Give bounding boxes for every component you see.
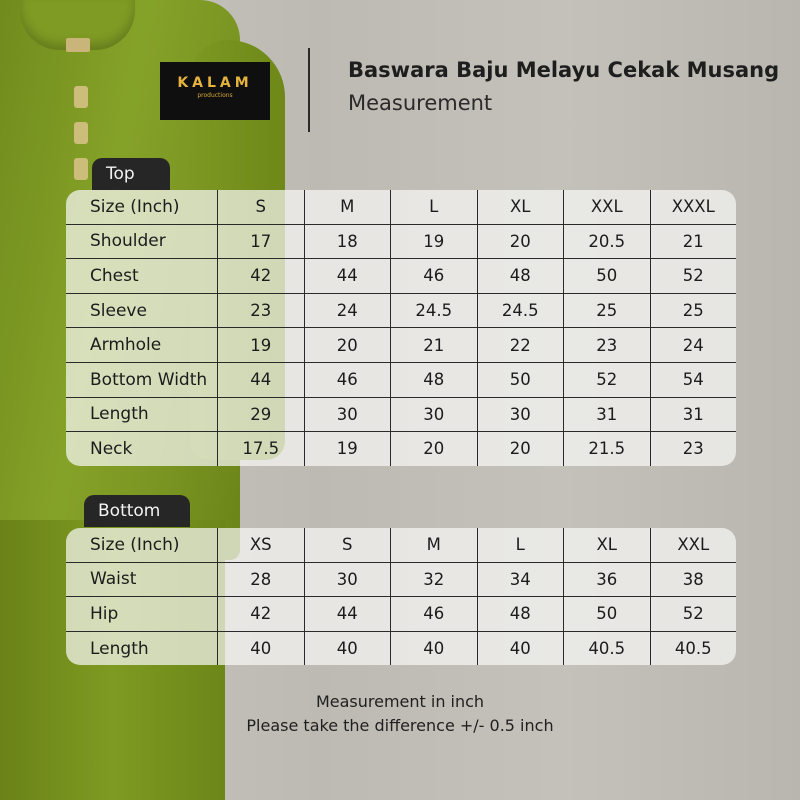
table-cell: 36	[563, 563, 650, 597]
column-header-size: Size (Inch)	[90, 534, 180, 555]
column-header-size-value: L	[477, 528, 564, 562]
table-cell: 30	[304, 563, 391, 597]
table-cell: 19	[390, 225, 477, 259]
table-cell: 44	[304, 597, 391, 631]
table-cell: 40.5	[650, 632, 737, 666]
table-cell: 24.5	[477, 294, 564, 328]
table-cell: 40.5	[563, 632, 650, 666]
table-cell: 20	[390, 432, 477, 466]
measurement-notes	[0, 690, 800, 738]
table-cell: 40	[390, 632, 477, 666]
garment-button	[74, 86, 88, 108]
table-cell: 52	[563, 363, 650, 397]
table-cell: 23	[563, 328, 650, 362]
row-label: Chest	[90, 265, 139, 286]
section-tab-top: Top	[92, 158, 170, 190]
garment-button	[74, 158, 88, 180]
table-row	[66, 431, 736, 466]
brand-logo	[160, 62, 270, 120]
column-header-size-value: XS	[217, 528, 304, 562]
column-header-size-value: M	[390, 528, 477, 562]
table-cell: 50	[477, 363, 564, 397]
table-cell: 22	[477, 328, 564, 362]
table-row	[66, 397, 736, 432]
table-row	[66, 327, 736, 362]
table-cell: 32	[390, 563, 477, 597]
row-label: Bottom Width	[90, 369, 208, 390]
table-cell: 30	[477, 398, 564, 432]
column-header-size-value: XXL	[563, 190, 650, 224]
table-cell: 24.5	[390, 294, 477, 328]
row-label: Length	[90, 638, 149, 659]
table-cell: 21.5	[563, 432, 650, 466]
column-header-size-value: S	[304, 528, 391, 562]
table-cell: 31	[650, 398, 737, 432]
table-cell: 17.5	[217, 432, 304, 466]
table-cell: 40	[217, 632, 304, 666]
table-cell: 44	[217, 363, 304, 397]
table-cell: 17	[217, 225, 304, 259]
table-cell: 46	[390, 597, 477, 631]
table-cell: 40	[304, 632, 391, 666]
column-header-size-value: XL	[563, 528, 650, 562]
garment-button	[74, 122, 88, 144]
table-cell: 48	[477, 597, 564, 631]
table-row	[66, 596, 736, 631]
column-header-size-value: XXXL	[650, 190, 737, 224]
table-row	[66, 362, 736, 397]
header-divider	[308, 48, 310, 132]
table-cell: 30	[304, 398, 391, 432]
table-cell: 19	[217, 328, 304, 362]
table-cell: 34	[477, 563, 564, 597]
table-row	[66, 293, 736, 328]
table-cell: 24	[304, 294, 391, 328]
table-cell: 52	[650, 597, 737, 631]
table-header-row	[66, 528, 736, 562]
table-cell: 50	[563, 597, 650, 631]
table-cell: 46	[304, 363, 391, 397]
table-cell: 19	[304, 432, 391, 466]
note-tolerance: Please take the difference +/- 0.5 inch	[246, 716, 554, 735]
page-title: Baswara Baju Melayu Cekak Musang	[348, 58, 780, 82]
bottom-size-table	[66, 528, 736, 665]
table-cell: 42	[217, 597, 304, 631]
row-label: Armhole	[90, 335, 162, 356]
table-cell: 21	[650, 225, 737, 259]
column-header-size-value: XXL	[650, 528, 737, 562]
row-label: Hip	[90, 603, 119, 624]
table-cell: 31	[563, 398, 650, 432]
table-cell: 48	[477, 259, 564, 293]
table-cell: 54	[650, 363, 737, 397]
table-cell: 44	[304, 259, 391, 293]
table-cell: 40	[477, 632, 564, 666]
table-row	[66, 224, 736, 259]
table-cell: 25	[563, 294, 650, 328]
collar-clasp	[66, 38, 90, 52]
table-cell: 28	[217, 563, 304, 597]
table-row	[66, 631, 736, 666]
table-cell: 25	[650, 294, 737, 328]
table-cell: 24	[650, 328, 737, 362]
table-cell: 20	[477, 225, 564, 259]
column-header-size: Size (Inch)	[90, 196, 180, 217]
table-row	[66, 258, 736, 293]
section-tab-bottom: Bottom	[84, 495, 190, 527]
table-cell: 23	[650, 432, 737, 466]
table-cell: 20	[304, 328, 391, 362]
table-cell: 20.5	[563, 225, 650, 259]
table-cell: 23	[217, 294, 304, 328]
row-label: Length	[90, 404, 149, 425]
table-header-row	[66, 190, 736, 224]
row-label: Sleeve	[90, 300, 147, 321]
note-unit: Measurement in inch	[315, 692, 485, 711]
row-label: Neck	[90, 438, 133, 459]
table-cell: 38	[650, 563, 737, 597]
page-subtitle: Measurement	[348, 91, 493, 115]
table-cell: 20	[477, 432, 564, 466]
table-row	[66, 562, 736, 597]
column-header-size-value: XL	[477, 190, 564, 224]
top-size-table	[66, 190, 736, 466]
table-cell: 21	[390, 328, 477, 362]
table-cell: 30	[390, 398, 477, 432]
table-cell: 52	[650, 259, 737, 293]
table-cell: 46	[390, 259, 477, 293]
column-header-size-value: S	[217, 190, 304, 224]
table-cell: 50	[563, 259, 650, 293]
row-label: Shoulder	[90, 231, 166, 252]
table-cell: 42	[217, 259, 304, 293]
column-header-size-value: L	[390, 190, 477, 224]
brand-name: KALAM	[177, 75, 253, 91]
table-cell: 18	[304, 225, 391, 259]
column-header-size-value: M	[304, 190, 391, 224]
brand-tagline: productions	[197, 92, 233, 99]
row-label: Waist	[90, 569, 137, 590]
table-cell: 48	[390, 363, 477, 397]
table-cell: 29	[217, 398, 304, 432]
